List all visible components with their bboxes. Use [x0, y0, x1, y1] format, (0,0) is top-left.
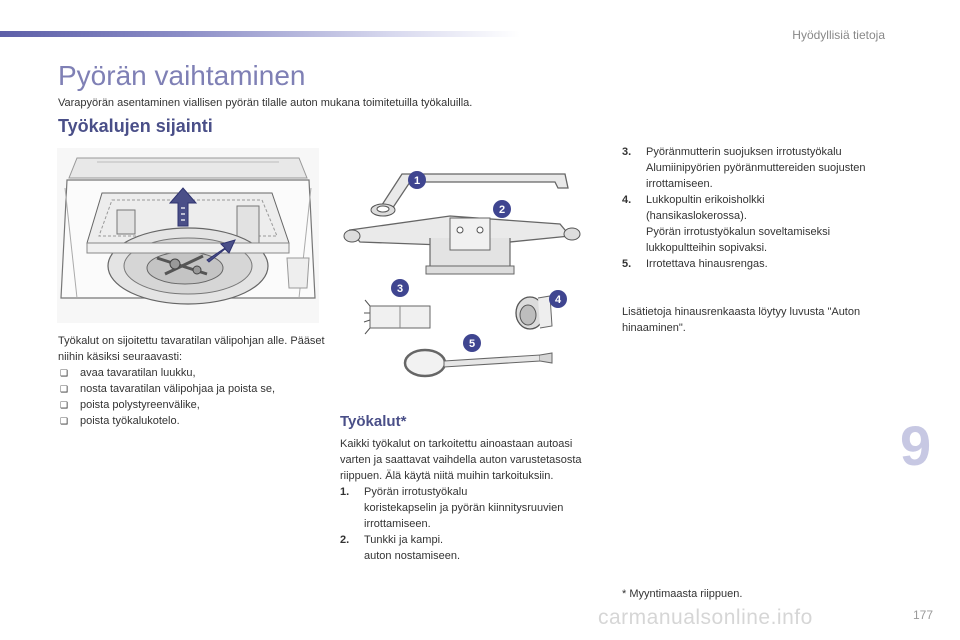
list-item: 2. Tunkki ja kampi. auton nostamiseen. — [340, 534, 461, 562]
footnote: * Myyntimaasta riippuen. — [622, 588, 743, 600]
list-item: ❑ poista työkalukotelo. — [60, 415, 180, 427]
tools-list-a — [340, 484, 600, 564]
svg-text:1: 1 — [413, 175, 421, 187]
callout-3 — [391, 279, 409, 297]
socket-icon — [516, 296, 552, 329]
list-item: ❑ nosta tavaratilan välipohjaa ja poista se, — [60, 383, 276, 395]
tools-list-b — [622, 144, 882, 272]
jack-icon — [344, 216, 580, 274]
tools-illustration — [340, 158, 585, 383]
page-title: Pyörän vaihtaminen — [58, 60, 306, 91]
tools-location-intro: Työkalut on sijoitettu tavaratilan välipohjan alle. Pääset niihin käsiksi seuraavasti: — [58, 335, 325, 363]
tools-text — [340, 436, 600, 564]
tools-location-text — [58, 333, 328, 429]
list-item: 1. Pyörän irrotustyökalu koristekapselin ja pyörän kiinnitysruuvien irrottamiseen. — [340, 486, 564, 530]
chapter-number: 9 — [900, 414, 932, 477]
callout-2 — [493, 200, 511, 218]
arrow-bullet-icon: ❑ — [60, 368, 69, 378]
list-item: ❑ avaa tavaratilan luukku, — [60, 367, 196, 379]
towing-note: Lisätietoja hinausrenkaasta löytyy luvusta "Auton hinaaminen". — [622, 306, 861, 334]
list-item: ❑ poista polystyreenvälike, — [60, 399, 200, 411]
wheel-brace-icon — [371, 174, 568, 216]
towing-eye-icon — [405, 350, 552, 376]
header-color-bar — [0, 31, 520, 37]
access-steps-list — [58, 365, 328, 429]
tools-intro: Kaikki työkalut on tarkoitettu ainoastaan autoasi varten ja saattavat vaihdella auton varustetasosta riippuen. Älä käytä niitä muihin tarkoituksiin. — [340, 438, 582, 482]
tools-location-heading: Työkalujen sijainti — [58, 116, 213, 136]
svg-text:5: 5 — [468, 338, 476, 350]
page-number: 177 — [913, 608, 934, 622]
svg-text:2: 2 — [498, 204, 506, 216]
page-subtitle: Varapyörän asentaminen viallisen pyörän tilalle auton mukana toimitetuilla työkaluilla. — [58, 97, 473, 109]
callout-1 — [408, 171, 426, 189]
svg-text:4: 4 — [554, 294, 562, 306]
list-item: 3. Pyöränmutterin suojuksen irrotustyökalu Alumiinipyörien pyöränmuttereiden suojusten irrottamiseen. — [622, 146, 866, 190]
callout-4 — [549, 290, 567, 308]
svg-text:3: 3 — [396, 283, 404, 295]
list-item: 5. Irrotettava hinausrengas. — [622, 258, 768, 270]
section-header: Hyödyllisiä tietoja — [792, 28, 885, 42]
trunk-illustration — [57, 148, 319, 323]
tools-text-continued — [622, 144, 882, 336]
arrow-bullet-icon: ❑ — [60, 400, 69, 410]
tools-heading: Työkalut* — [340, 413, 407, 430]
callout-5 — [463, 334, 481, 352]
list-item: 4. Lukkopultin erikoisholkki (hansikaslokerossa). Pyörän irrotustyökalun soveltamiseksi lukkopultteihin sopivaksi. — [622, 194, 831, 254]
arrow-bullet-icon: ❑ — [60, 416, 69, 426]
cap-remover-icon — [364, 300, 430, 334]
arrow-bullet-icon: ❑ — [60, 384, 69, 394]
watermark: carmanualsonline.info — [598, 606, 813, 629]
